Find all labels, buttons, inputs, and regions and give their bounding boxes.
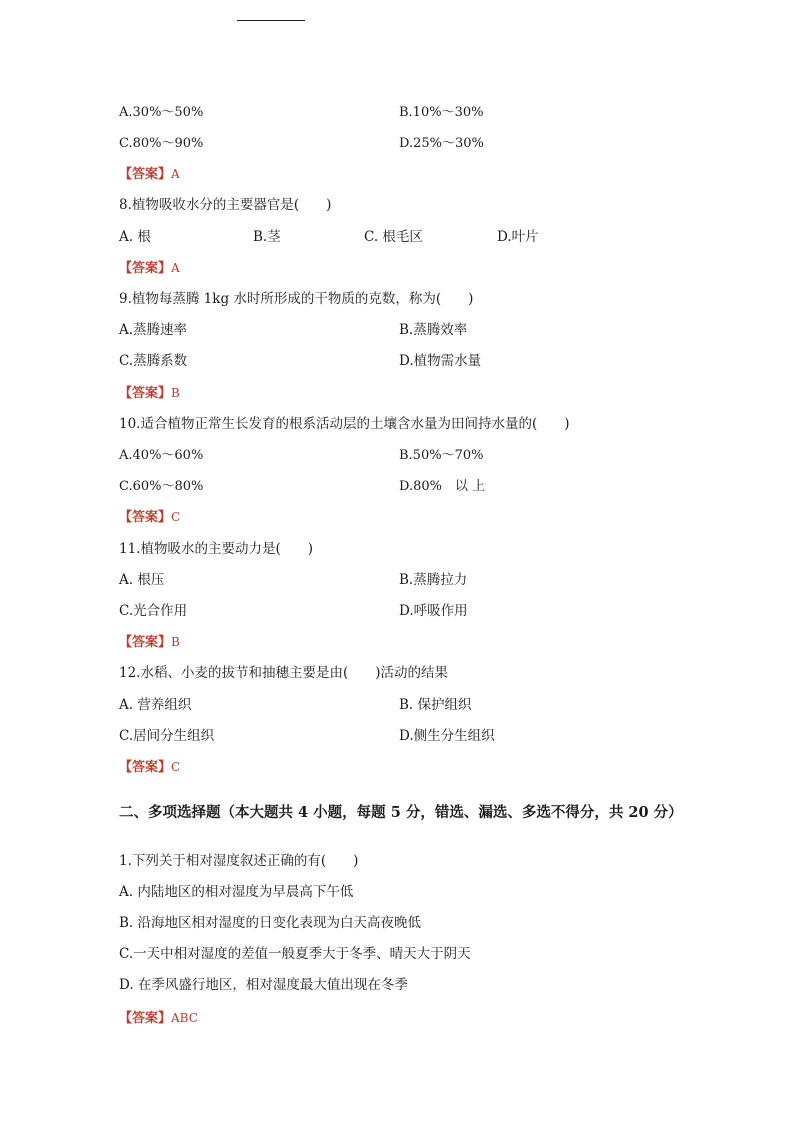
q8-option-b: B.茎 xyxy=(253,229,281,245)
m1-option-a: A. 内陆地区的相对湿度为早晨高下午低 xyxy=(119,884,354,900)
q9-answer xyxy=(119,384,180,403)
q12-answer xyxy=(119,758,180,777)
q7-option-b: B.10%～30% xyxy=(399,105,484,120)
q10-option-c: C.60%～80% xyxy=(119,479,204,494)
q11-option-d: D.呼吸作用 xyxy=(399,603,468,619)
q7-option-c: C.80%～90% xyxy=(119,136,204,151)
q8-option-c: C. 根毛区 xyxy=(364,229,423,245)
q8-option-d: D.叶片 xyxy=(497,229,539,245)
q11-option-c: C.光合作用 xyxy=(119,603,188,619)
q10-option-b: B.50%～70% xyxy=(399,448,484,463)
q12-option-d: D.侧生分生组织 xyxy=(399,728,495,744)
m1-option-b: B. 沿海地区相对湿度的日变化表现为白天高夜晚低 xyxy=(119,915,422,931)
answer-value: B xyxy=(171,635,180,649)
answer-label: 【答案】 xyxy=(119,261,172,276)
q11-stem: 11.植物吸水的主要动力是( ) xyxy=(119,541,314,557)
answer-label: 【答案】 xyxy=(119,635,172,650)
q11-option-b: B.蒸腾拉力 xyxy=(399,572,468,588)
q7-answer xyxy=(119,165,180,184)
answer-label: 【答案】 xyxy=(119,760,172,775)
q10-option-a: A.40%～60% xyxy=(119,448,204,463)
q7-option-d: D.25%～30% xyxy=(399,136,484,151)
m1-answer xyxy=(119,1009,198,1028)
q11-option-a: A. 根压 xyxy=(119,572,165,588)
answer-value: A xyxy=(171,261,180,275)
q10-stem: 10.适合植物正常生长发育的根系活动层的土壤含水量为田间持水量的( ) xyxy=(119,416,570,432)
answer-value: A xyxy=(171,167,180,181)
q12-stem: 12.水稻、小麦的拔节和抽穗主要是由( )活动的结果 xyxy=(119,665,449,681)
q9-option-a: A.蒸腾速率 xyxy=(119,322,188,338)
q12-option-b: B. 保护组织 xyxy=(399,697,472,713)
m1-stem: 1.下列关于相对湿度叙述正确的有( ) xyxy=(119,853,359,869)
answer-value: C xyxy=(171,510,181,524)
answer-label: 【答案】 xyxy=(119,1011,172,1026)
q9-option-c: C.蒸腾系数 xyxy=(119,353,188,369)
answer-label: 【答案】 xyxy=(119,386,172,401)
q12-option-c: C.居间分生组织 xyxy=(119,728,215,744)
q9-stem: 9.植物每蒸腾 1kg 水时所形成的干物质的克数，称为( ) xyxy=(119,291,474,307)
answer-label: 【答案】 xyxy=(119,167,172,182)
answer-value: C xyxy=(171,760,181,774)
q7-option-a: A.30%～50% xyxy=(119,105,204,120)
q8-stem: 8.植物吸收水分的主要器官是( ) xyxy=(119,197,332,213)
q11-answer xyxy=(119,633,180,652)
q9-option-d: D.植物需水量 xyxy=(399,353,482,369)
q8-option-a: A. 根 xyxy=(119,229,151,245)
q9-option-b: B.蒸腾效率 xyxy=(399,322,468,338)
m1-option-d: D. 在季风盛行地区，相对湿度最大值出现在冬季 xyxy=(119,977,408,993)
section-heading-multiple-choice: 二、多项选择题（本大题共 4 小题，每题 5 分，错选、漏选、多选不得分，共 20 分） xyxy=(119,804,683,821)
q8-answer xyxy=(119,259,180,278)
answer-value: B xyxy=(171,386,180,400)
answer-value: ABC xyxy=(171,1011,198,1025)
m1-option-c: C.一天中相对湿度的差值一般夏季大于冬季、晴天大于阴天 xyxy=(119,946,471,962)
q10-option-d: D.80% 以 上 xyxy=(399,479,486,494)
q12-option-a: A. 营养组织 xyxy=(119,697,192,713)
answer-label: 【答案】 xyxy=(119,510,172,525)
q10-answer xyxy=(119,508,180,527)
